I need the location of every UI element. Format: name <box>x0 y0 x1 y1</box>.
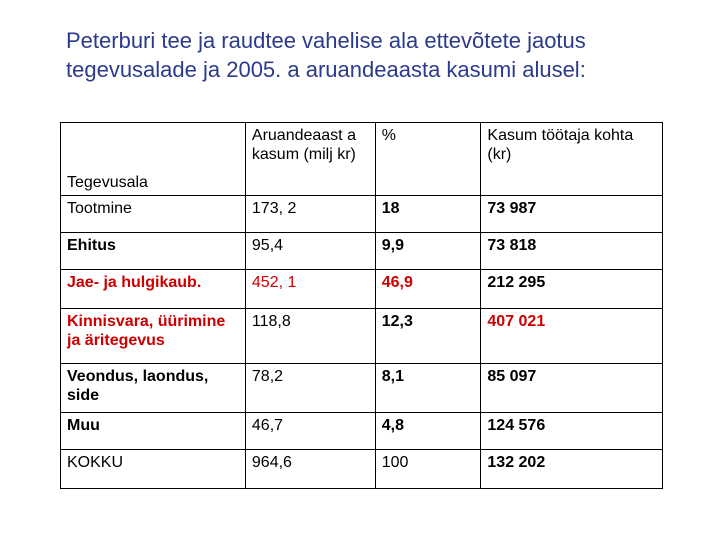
cell-profit-per-worker: 407 021 <box>481 309 663 364</box>
table-row <box>61 309 663 364</box>
cell-profit: 78,2 <box>245 364 375 413</box>
table-row <box>61 196 663 233</box>
cell-profit-per-worker: 124 576 <box>481 413 663 450</box>
cell-profit: 964,6 <box>245 450 375 489</box>
cell-percent: 8,1 <box>375 364 481 413</box>
cell-percent: 9,9 <box>375 233 481 270</box>
cell-activity: Jae- ja hulgikaub. <box>61 270 246 309</box>
cell-profit: 173, 2 <box>245 196 375 233</box>
title-line-1: Peterburi tee ja raudtee vahelise ala ettevõtete jaotus <box>66 28 586 53</box>
table-row <box>61 233 663 270</box>
profit-table <box>60 122 663 489</box>
table-row <box>61 413 663 450</box>
table-header-row <box>61 123 663 196</box>
cell-profit-per-worker: 73 818 <box>481 233 663 270</box>
page-title <box>66 26 696 84</box>
header-tegevusala: Tegevusala <box>61 123 246 196</box>
cell-profit: 452, 1 <box>245 270 375 309</box>
cell-percent: 12,3 <box>375 309 481 364</box>
cell-profit: 95,4 <box>245 233 375 270</box>
cell-activity: Ehitus <box>61 233 246 270</box>
cell-profit-per-worker: 132 202 <box>481 450 663 489</box>
cell-profit-per-worker: 85 097 <box>481 364 663 413</box>
cell-percent: 18 <box>375 196 481 233</box>
header-kasum: Aruandeaast a kasum (milj kr) <box>245 123 375 196</box>
header-percent: % <box>375 123 481 196</box>
table-row <box>61 364 663 413</box>
cell-activity: Veondus, laondus, side <box>61 364 246 413</box>
cell-profit: 46,7 <box>245 413 375 450</box>
cell-activity: KOKKU <box>61 450 246 489</box>
cell-profit: 118,8 <box>245 309 375 364</box>
table-row <box>61 270 663 309</box>
cell-activity: Kinnisvara, üürimine ja äritegevus <box>61 309 246 364</box>
table-row-total <box>61 450 663 489</box>
cell-percent: 4,8 <box>375 413 481 450</box>
cell-activity: Tootmine <box>61 196 246 233</box>
header-kasum-tootaja: Kasum töötaja kohta (kr) <box>481 123 663 196</box>
cell-profit-per-worker: 212 295 <box>481 270 663 309</box>
title-line-2: tegevusalade ja 2005. a aruandeaasta kasumi alusel: <box>66 57 586 82</box>
cell-profit-per-worker: 73 987 <box>481 196 663 233</box>
cell-percent: 100 <box>375 450 481 489</box>
cell-activity: Muu <box>61 413 246 450</box>
cell-percent: 46,9 <box>375 270 481 309</box>
